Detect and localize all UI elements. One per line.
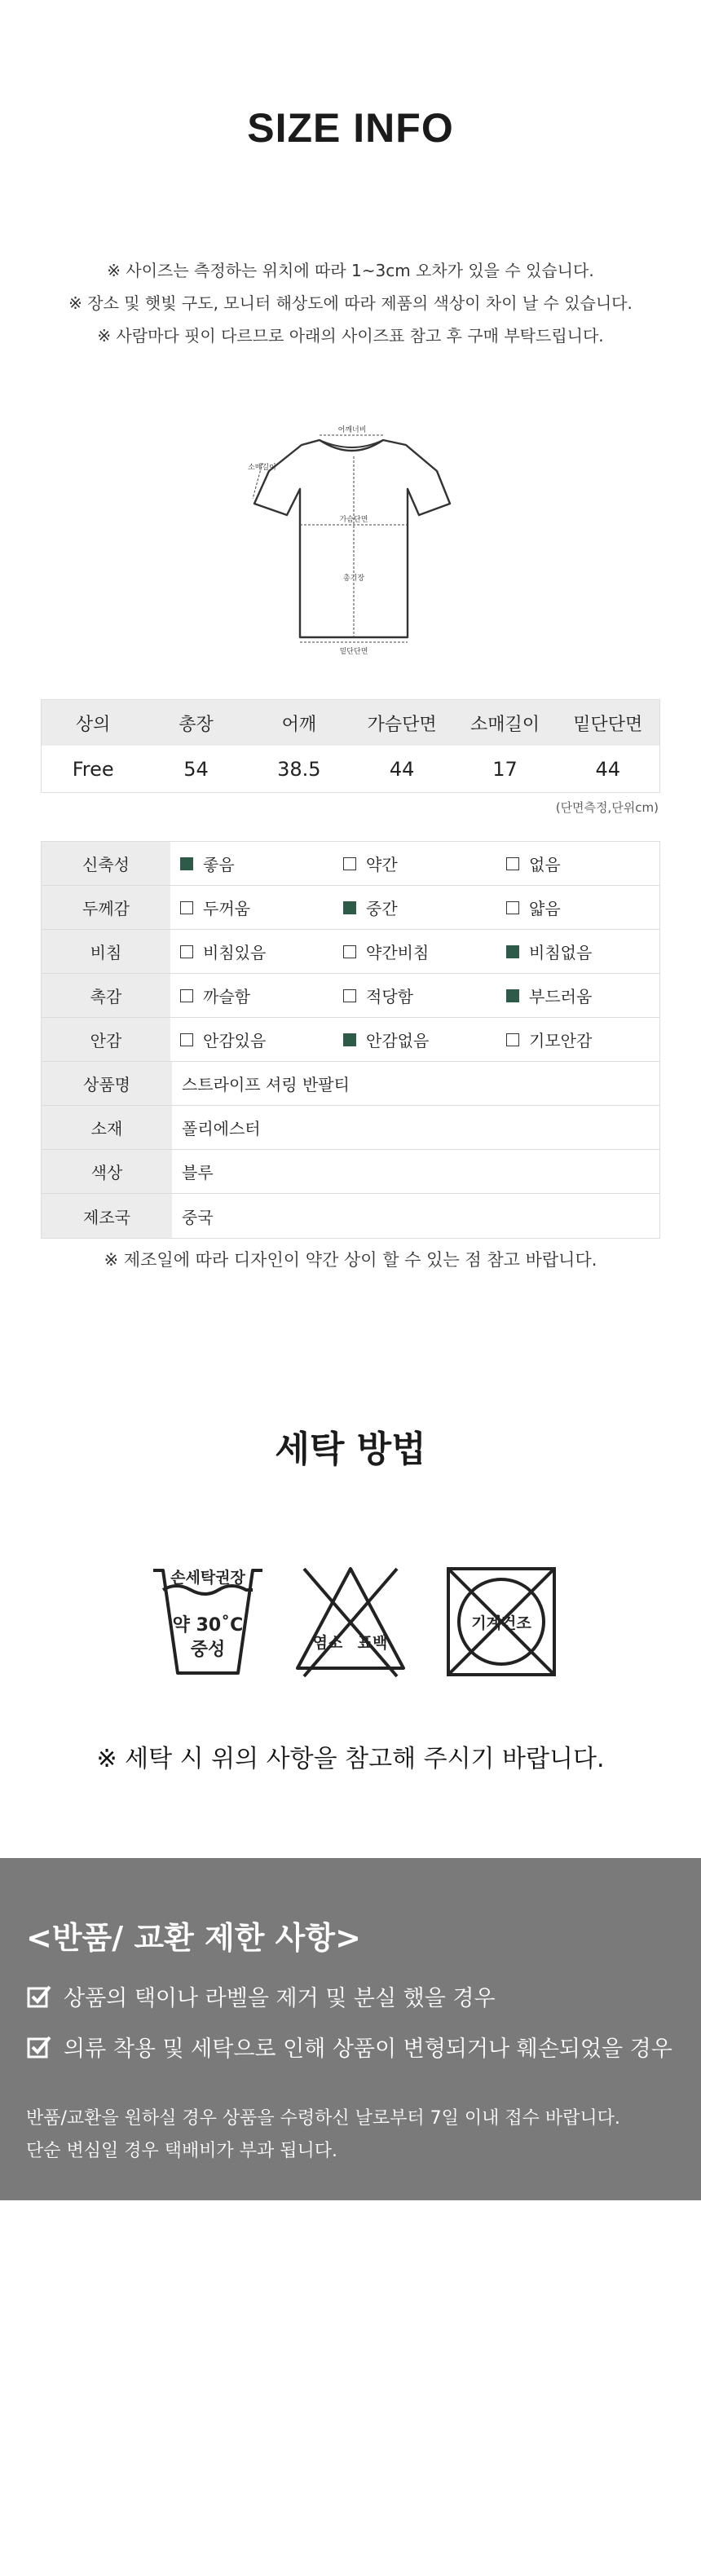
option-text: 중간 [366,899,398,918]
return-item [26,1980,496,2012]
no-tumble-dry-label: 기계건조 [471,1614,531,1632]
diagram-label-chest: 가슴단면 [339,516,368,524]
checkbox [506,989,519,1002]
detail-row-origin [42,1194,659,1238]
size-table [41,699,660,793]
option-item [333,1028,496,1051]
return-policy-title: <반품/ 교환 제한 사항> [26,1920,361,1956]
size-cell: Free [72,757,114,781]
diagram-label-length: 총기장 [342,575,365,583]
size-cell: 17 [492,757,518,781]
checkbox [343,857,356,870]
checkbox [506,857,519,870]
size-header-cell: 가슴단면 [367,714,437,735]
option-label: 두께감 [42,886,170,929]
detail-row-material [42,1106,659,1150]
option-item [333,896,496,919]
size-note-2: ※ 장소 및 햇빛 구도, 모니터 해상도에 따라 제품의 색상이 차이 날 수 있습니다. [68,293,633,313]
option-text: 없음 [529,855,561,874]
washing-title: 세탁 방법 [275,1429,426,1470]
size-cell: 38.5 [277,757,321,781]
option-text: 약간 [366,855,398,874]
detail-label: 제조국 [42,1194,172,1238]
size-header-cell: 총장 [179,714,214,735]
product-info-table [41,841,660,1239]
detail-value: 중국 [182,1207,214,1227]
size-table-header [42,700,659,746]
return-item-text: 상품의 택이나 라벨을 제거 및 분실 했을 경우 [64,1986,496,2011]
size-header-cell: 밑단단면 [573,714,643,735]
return-policy-box [0,1858,701,2200]
option-text: 얇음 [529,899,561,918]
return-item [26,2031,672,2063]
table-row [42,746,659,792]
hand-wash-label: 손세탁권장 [170,1569,245,1587]
checkbox [180,857,193,870]
size-info-title: SIZE INFO [247,105,454,151]
detail-row-product-name [42,1062,659,1106]
no-bleach-icon [289,1561,412,1683]
tshirt-measurement-diagram [245,424,456,660]
size-cell: 54 [183,757,209,781]
diagram-label-hem: 밑단단면 [339,648,368,656]
size-notes [0,254,701,352]
detail-value: 스트라이프 셔링 반팔티 [182,1075,350,1094]
option-item [333,940,496,963]
size-header-cell: 소매길이 [470,714,540,735]
option-item [170,984,333,1007]
checkbox [180,1033,193,1046]
size-cell: 44 [595,757,621,781]
checkbox [180,901,193,914]
size-cell: 44 [389,757,415,781]
option-item [170,852,333,875]
option-text: 두꺼움 [203,899,250,918]
option-item [496,940,659,963]
detail-label: 상품명 [42,1062,172,1105]
option-item [170,896,333,919]
detail-value: 폴리에스터 [182,1119,261,1138]
size-note-3: ※ 사람마다 핏이 다르므로 아래의 사이즈표 참고 후 구매 부탁드립니다. [97,326,604,346]
option-text: 비침있음 [203,943,267,962]
option-item [496,852,659,875]
checkbox [506,901,519,914]
option-text: 약간비침 [366,943,430,962]
hand-wash-detergent: 중성 [190,1640,226,1660]
return-desc-line: 반품/교환을 원하실 경우 상품을 수령하신 날로부터 7일 이내 접수 바랍니다. [26,2108,620,2129]
option-text: 기모안감 [529,1031,593,1050]
hand-wash-icon [147,1561,269,1683]
washing-note: ※ 세탁 시 위의 사항을 참고해 주시기 바랍니다. [96,1745,605,1773]
option-item [170,1028,333,1051]
option-item [333,984,496,1007]
size-header-cell: 어깨 [281,714,317,735]
option-text: 안감없음 [366,1031,430,1050]
option-text: 비침없음 [529,943,593,962]
option-label: 촉감 [42,974,170,1017]
return-desc-line: 단순 변심일 경우 택배비가 부과 됩니다. [26,2141,337,2161]
option-label: 비침 [42,930,170,973]
checkbox [343,989,356,1002]
option-row-lining [42,1018,659,1062]
option-row-stretch [42,842,659,886]
option-item [496,984,659,1007]
option-row-sheer [42,930,659,974]
option-item [333,852,496,875]
washing-icons [147,1561,554,1683]
diagram-label-sleeve: 소매길이 [248,464,276,472]
no-bleach-label-1: 염소 [312,1634,343,1652]
no-bleach-label-2: 표백 [357,1634,388,1652]
option-text: 까슬함 [203,987,250,1006]
option-item [496,896,659,919]
option-row-thickness [42,886,659,930]
check-box-icon [26,2034,52,2060]
diagram-label-shoulder: 어깨너비 [337,426,367,434]
option-text: 적당함 [366,987,413,1006]
no-tumble-dry-icon [440,1561,562,1683]
option-label: 안감 [42,1018,170,1061]
checkbox [343,945,356,958]
checkbox [343,1033,356,1046]
manufacture-note: ※ 제조일에 따라 디자인이 약간 상이 할 수 있는 점 참고 바랍니다. [104,1250,597,1270]
check-box-icon [26,1984,52,2010]
return-description [26,2103,620,2168]
checkbox [180,989,193,1002]
checkbox [506,1033,519,1046]
option-row-touch [42,974,659,1018]
option-label: 신축성 [42,842,170,885]
size-note-1: ※ 사이즈는 측정하는 위치에 따라 1~3cm 오차가 있을 수 있습니다. [107,261,594,280]
checkbox [343,901,356,914]
option-item [496,1028,659,1051]
tshirt-outline-icon [245,424,456,660]
hand-wash-temp: 약 30˚C [172,1615,244,1636]
checkbox [180,945,193,958]
detail-label: 색상 [42,1150,172,1193]
option-text: 부드러움 [529,987,593,1006]
option-text: 좋음 [203,855,235,874]
size-header-cell: 상의 [75,714,111,735]
option-item [170,940,333,963]
checkbox [506,945,519,958]
detail-value: 블루 [182,1163,214,1182]
option-text: 안감있음 [203,1031,267,1050]
detail-label: 소재 [42,1106,172,1149]
size-unit-note: (단면측정,단위cm) [555,800,659,815]
return-item-text: 의류 착용 및 세탁으로 인해 상품이 변형되거나 훼손되었을 경우 [64,2037,672,2062]
detail-row-color [42,1150,659,1194]
